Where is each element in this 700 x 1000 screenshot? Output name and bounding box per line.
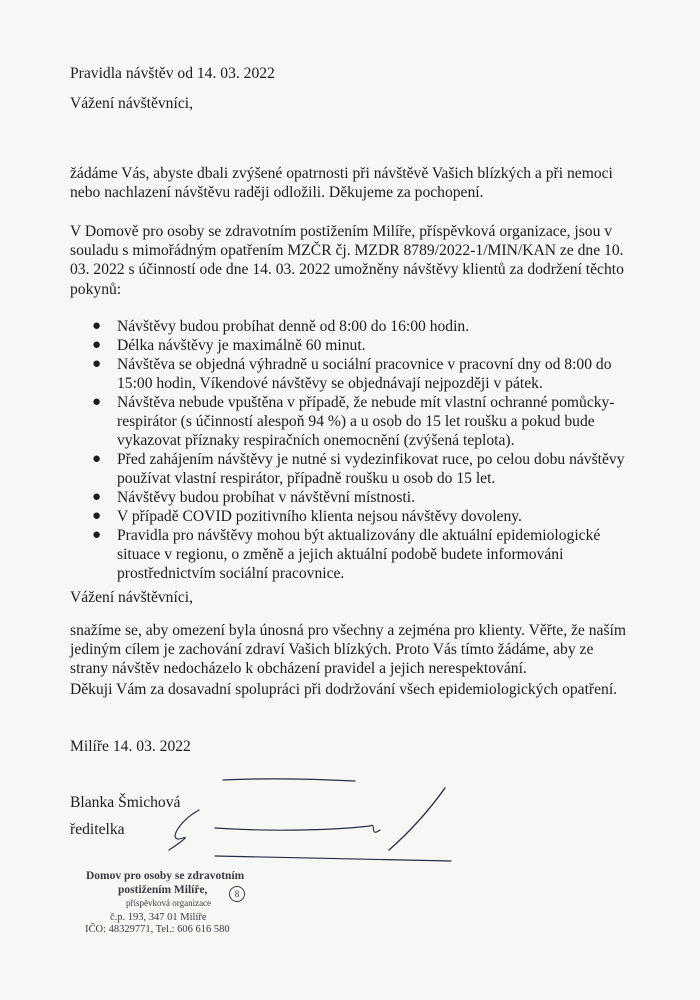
thanks-paragraph: Děkuji Vám za dosavadní spolupráci při dodržování všech epidemiologických opatření. xyxy=(70,681,618,698)
stamp-line: IČO: 48329771, Tel.: 606 616 580 xyxy=(85,924,230,935)
signer-role: ředitelka xyxy=(70,821,125,838)
bullet-icon: ● xyxy=(92,337,102,353)
list-item xyxy=(70,336,635,355)
closing-paragraph: snažíme se, aby omezení byla únosná pro všechny a zejména pro klienty. Věřte, že naším jediným cílem je zachování zdraví Vašich blízkých. Proto Vás tímto žádáme, aby ze strany návštěv nedocházelo k obcházení pravidel a jejich nerespektování. xyxy=(70,622,626,678)
rule-text: V případě COVID pozitivního klienta nejsou návštěvy dovoleny. xyxy=(117,508,522,525)
rule-text: Návštěva se objedná výhradně u sociální pracovnice v pracovní dny od 8:00 do 15:00 hodin, Víkendové návštěvy se objednávají nejpozději v pátek. xyxy=(117,356,612,392)
stamp-line: příspěvková organizace xyxy=(126,898,212,908)
stamp-line: č.p. 193, 347 01 Milíře xyxy=(110,912,207,923)
rule-text: Před zahájením návštěvy je nutné si vydezinfikovat ruce, po celou dobu návštěvy používat vlastní respirátor, případně roušku u osob do 15 let. xyxy=(117,451,625,487)
context-paragraph: V Domově pro osoby se zdravotním postižením Milíře, příspěvková organizace, jsou v souladu s mimořádným opatřením MZČR čj. MZDR 8789/2022-1/MIN/KAN ze dne 10. 03. 2022 s účinností ode dne 14. 03. 2022 umožněny návštěvy klientů za dodržení těchto pokynů: xyxy=(70,223,624,298)
intro-paragraph: žádáme Vás, abyste dbali zvýšené opatrnosti při návštěvě Vašich blízkých a při nemoci nebo nachlazení návštěvu raději odložili. Děkujeme za pochopení. xyxy=(70,165,613,202)
bullet-icon: ● xyxy=(92,356,102,372)
handwritten-signature xyxy=(155,772,455,872)
list-item xyxy=(70,488,635,507)
rule-text: Návštěvy budou probíhat denně od 8:00 do 16:00 hodin. xyxy=(117,318,470,335)
greeting: Vážení návštěvníci, xyxy=(70,95,193,112)
list-item xyxy=(70,393,635,450)
list-item xyxy=(70,450,635,488)
signer-name: Blanka Šmichová xyxy=(70,794,181,811)
rule-text: Pravidla pro návštěvy mohou být aktualizovány dle aktuální epidemiologické situace v regionu, o změně a jejich aktuální podobě budete informováni prostřednictvím sociální pracovnice. xyxy=(117,527,601,582)
list-item xyxy=(70,526,635,583)
bullet-icon: ● xyxy=(92,489,102,505)
organization-stamp xyxy=(60,866,290,946)
bullet-icon: ● xyxy=(92,394,102,410)
bullet-icon: ● xyxy=(92,527,102,543)
stamp-line: postižením Milíře, xyxy=(118,884,208,896)
stamp-number-badge: 8 xyxy=(229,886,245,902)
bullet-icon: ● xyxy=(92,508,102,524)
bullet-icon: ● xyxy=(92,318,102,334)
rule-text: Návštěva nebude vpuštěna v případě, že nebude mít vlastní ochranné pomůcky-respirátor (s účinností alespoň 94 %) a u osob do 15 let roušku a pokud bude vykazovat příznaky respiračních onemocnění (zvýšená teplota). xyxy=(117,394,615,449)
second-greeting: Vážení návštěvníci, xyxy=(70,589,193,606)
rule-text: Návštěvy budou probíhat v návštěvní místnosti. xyxy=(117,489,415,506)
list-item xyxy=(70,507,635,526)
list-item xyxy=(70,355,635,393)
letter-title: Pravidla návštěv od 14. 03. 2022 xyxy=(70,65,275,82)
stamp-line: Domov pro osoby se zdravotním xyxy=(86,870,245,882)
bullet-icon: ● xyxy=(92,451,102,467)
rules-list xyxy=(70,317,635,583)
rule-text: Délka návštěvy je maximálně 60 minut. xyxy=(117,337,366,354)
place-and-date: Milíře 14. 03. 2022 xyxy=(70,738,191,755)
list-item xyxy=(70,317,635,336)
